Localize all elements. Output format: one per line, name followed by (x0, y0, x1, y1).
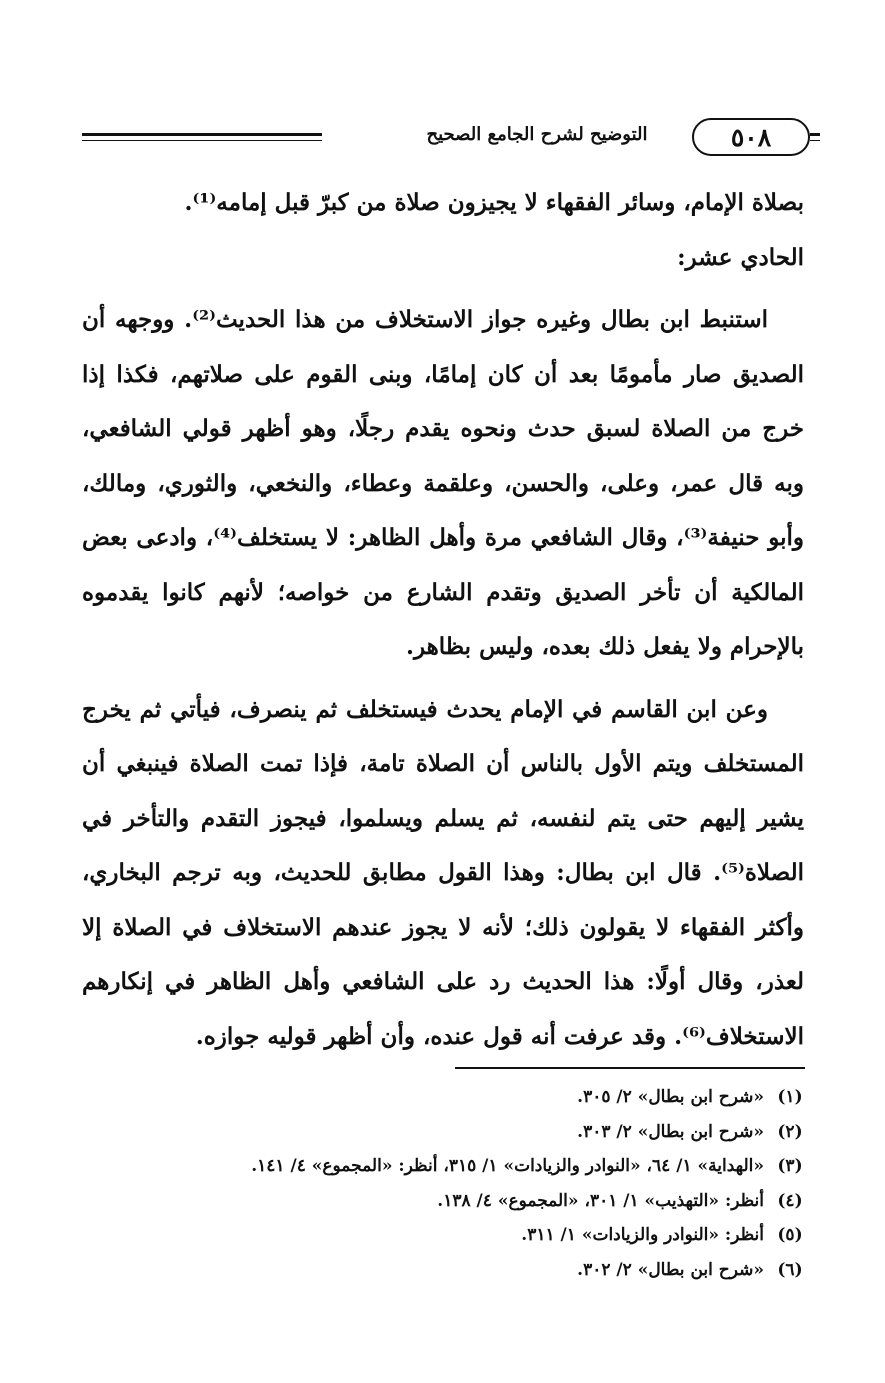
footnote-item (82, 1149, 804, 1184)
footnote-number: (٢) (777, 1121, 803, 1142)
footnote-number: (٥) (777, 1225, 803, 1245)
footnote-number: (١) (777, 1087, 803, 1107)
footnote-separator (455, 1067, 805, 1069)
footnotes (82, 1080, 804, 1287)
footnote-text: «شرح ابن بطال» ٢/ ٣٠٣. (577, 1121, 764, 1142)
page-number: ٥٠٨ (692, 118, 810, 156)
footnote-text: «شرح ابن بطال» ٢/ ٣٠٢. (577, 1259, 764, 1280)
footnote-text: «شرح ابن بطال» ٢/ ٣٠٥. (577, 1087, 764, 1107)
section-heading: الحادي عشر: (677, 243, 804, 271)
main-text (82, 176, 804, 1064)
paragraph-ibn-qasim: وعن ابن القاسم في الإمام يحدث فيستخلف ثم ينصرف، فيأتي ثم يخرج المستخلف ويتم الأول بالناس أن الصلاة تامة، فإذا تمت الصلاة فينبغي أن يشير إليهم حتى يتم لنفسه، ثم يسلم ويسلموا، فيجوز التقدم والتأخر في الصلاة⁽⁵⁾. قال ابن بطال: وهذا القول مطابق للحديث، وبه ترجم البخاري، وأكثر الفقهاء لا يقولون ذلك؛ لأنه لا يجوز عندهم الاستخلاف في الصلاة إلا لعذر، وقال أولًا: هذا الحديث رد على الشافعي وأهل الظاهر في إنكارهم الاستخلاف⁽⁶⁾. وقد عرفت أنه قول عنده، وأن أظهر قوليه جوازه. (82, 695, 804, 1050)
header-rule-right-thin (810, 140, 820, 141)
header-rule-right (810, 133, 820, 136)
footnote-number: (٦) (777, 1259, 803, 1280)
footnote-text: أنظر: «التهذيب» ١/ ٣٠١، «المجموع» ٤/ ١٣٨. (437, 1190, 764, 1211)
header-rule-left-thin (82, 140, 322, 141)
footnote-number: (٣) (777, 1156, 803, 1176)
header-rule-left (82, 133, 322, 136)
footnote-item (82, 1218, 804, 1253)
footnote-item (82, 1080, 804, 1115)
footnote-text: «الهداية» ١/ ٦٤، «النوادر والزيادات» ١/ ٣١٥، أنظر: «المجموع» ٤/ ١٤١. (251, 1156, 764, 1176)
footnote-text: أنظر: «النوادر والزيادات» ١/ ٣١١. (521, 1225, 764, 1245)
running-header (72, 116, 812, 160)
running-title: التوضيح لشرح الجامع الصحيح (426, 124, 648, 145)
footnote-number: (٤) (777, 1190, 803, 1211)
footnote-item (82, 1184, 804, 1219)
paragraph-istinbat: استنبط ابن بطال وغيره جواز الاستخلاف من هذا الحديث⁽²⁾. ووجهه أن الصديق صار مأمومًا بعد أن كان إمامًا، وبنى القوم على صلاتهم، فكذا إذا خرج من الصلاة لسبق حدث ونحوه يقدم رجلًا، وهو أظهر قولي الشافعي، وبه قال عمر، وعلى، والحسن، وعلقمة وعطاء، والنخعي، والثوري، ومالك، وأبو حنيفة⁽³⁾، وقال الشافعي مرة وأهل الظاهر: لا يستخلف⁽⁴⁾، وادعى بعض المالكية أن تأخر الصديق وتقدم الشارع من خواصه؛ لأنهم كانوا يقدموه بالإحرام ولا يفعل ذلك بعده، وليس بظاهر. (82, 306, 804, 660)
footnote-item (82, 1115, 804, 1150)
paragraph-continuation: بصلاة الإمام، وسائر الفقهاء لا يجيزون صلاة من كبرّ قبل إمامه⁽¹⁾. (184, 189, 804, 216)
footnote-item (82, 1253, 804, 1288)
